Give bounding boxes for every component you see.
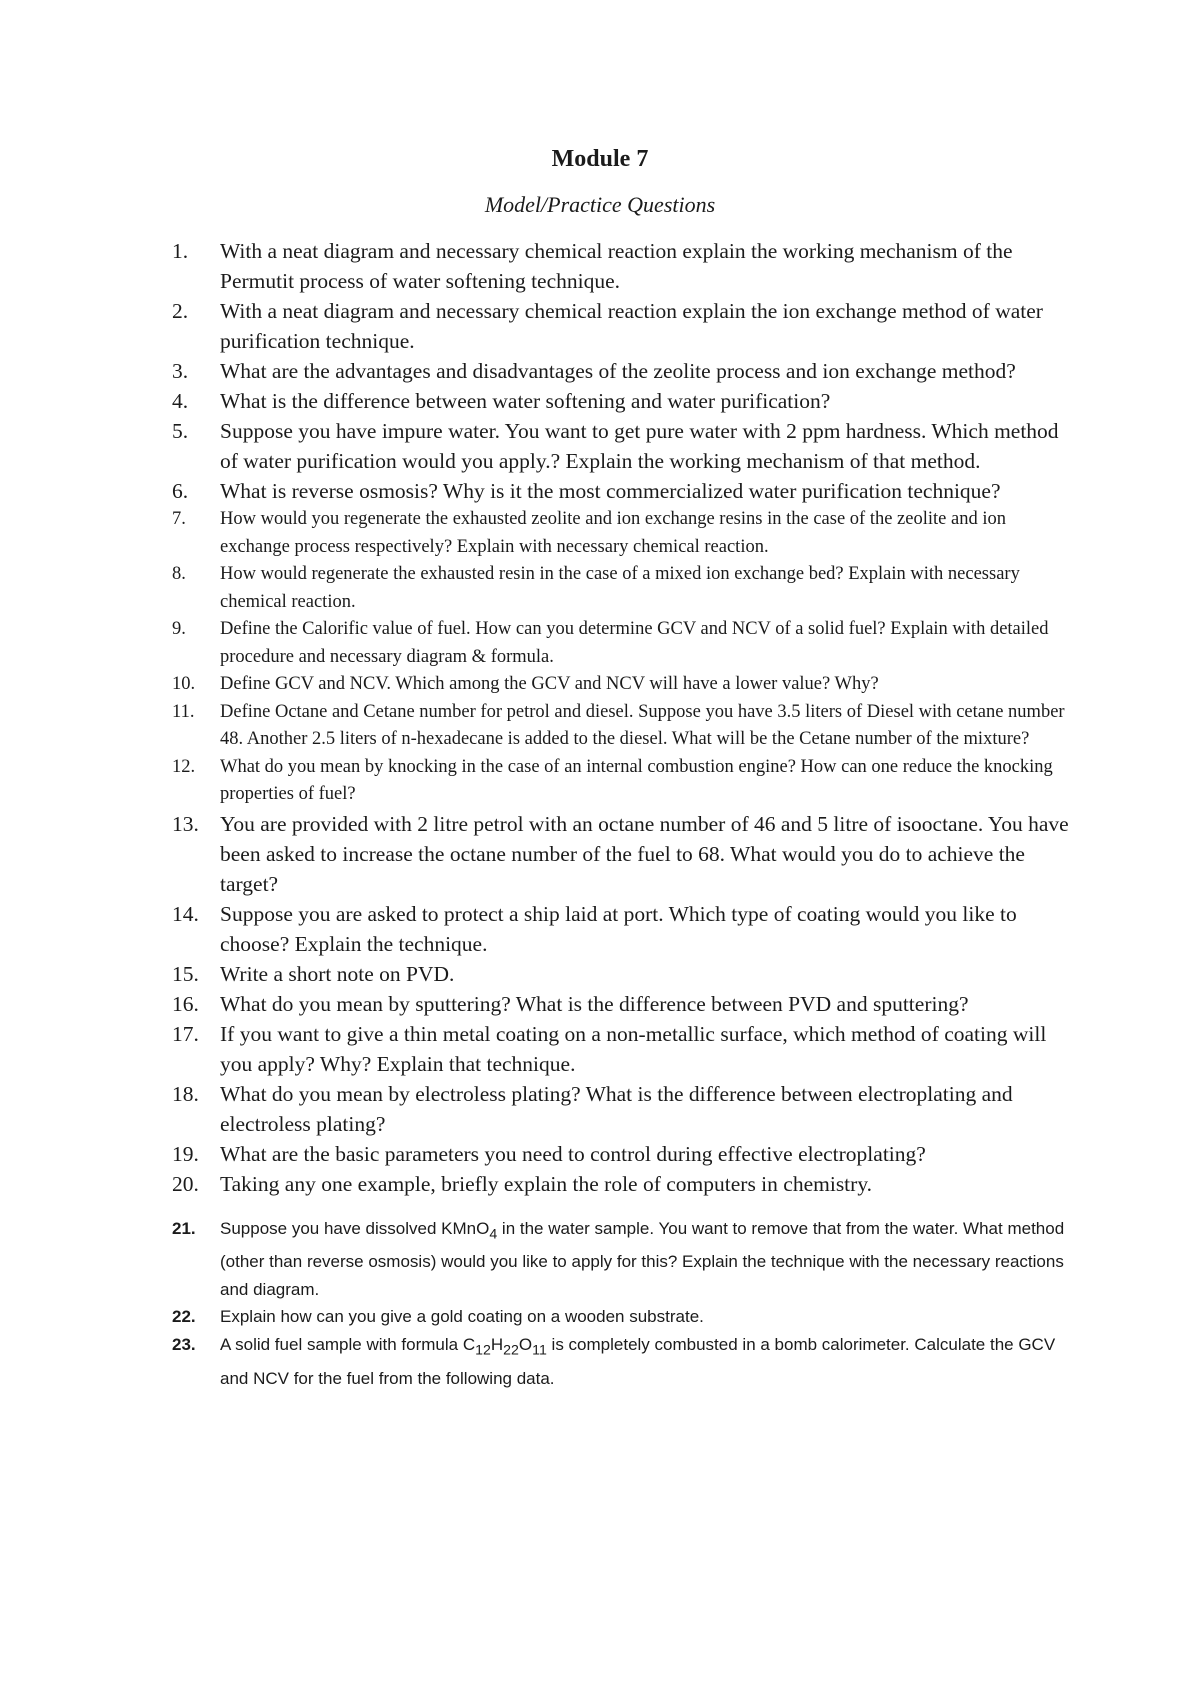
question-number: 13. xyxy=(172,811,199,836)
question-number: 21. xyxy=(172,1218,196,1238)
page-subtitle: Model/Practice Questions xyxy=(484,192,716,217)
question-item xyxy=(172,699,1072,754)
question-text: Write a short note on PVD. xyxy=(220,961,455,986)
question-number: 2. xyxy=(172,299,189,323)
question-item xyxy=(172,671,1072,699)
question-text: If you want to give a thin metal coating on a non-metallic surface, which method of coating will you apply? Why? Explain that technique. xyxy=(220,1021,1047,1076)
chemical-subscript: 11 xyxy=(532,1342,547,1359)
question-number: 17. xyxy=(172,1021,199,1046)
question-text: With a neat diagram and necessary chemical reaction explain the working mechanism of the Permutit process of water softening technique. xyxy=(220,239,1013,293)
question-item xyxy=(172,899,1072,959)
question-item xyxy=(172,1079,1072,1139)
question-item xyxy=(172,561,1072,616)
question-number: 19. xyxy=(172,1141,199,1166)
question-text: Define the Calorific value of fuel. How can you determine GCV and NCV of a solid fuel? Explain with detailed procedure and necessary diagram & formula. xyxy=(220,619,1049,667)
question-number: 12. xyxy=(172,756,196,777)
question-number: 10. xyxy=(172,674,196,694)
question-text: What do you mean by electroless plating? What is the difference between electroplating and electroless plating? xyxy=(220,1081,1013,1136)
question-text: Suppose you are asked to protect a ship laid at port. Which type of coating would you like to choose? Explain the technique. xyxy=(220,901,1017,956)
question-text-part: is completely combusted in a bomb calorimeter. Calculate the GCV and NCV for the fuel from the following data. xyxy=(220,1334,1056,1388)
question-item xyxy=(172,1303,1072,1331)
question-text-part: in the water sample. You want to remove that from the water. What method (other than reverse osmosis) would you like to apply for this? Explain the technique with the necessary reactions and diagram. xyxy=(220,1218,1065,1299)
question-number: 8. xyxy=(172,564,186,584)
chemical-subscript: 12 xyxy=(475,1342,491,1359)
question-text: Explain how can you give a gold coating on a wooden substrate. xyxy=(220,1307,704,1327)
question-item xyxy=(172,754,1072,809)
question-text: What do you mean by knocking in the case of an internal combustion engine? How can one reduce the knocking properties of fuel? xyxy=(220,756,1053,804)
question-item xyxy=(172,356,1072,386)
question-item xyxy=(172,296,1072,356)
question-number: 14. xyxy=(172,901,199,926)
question-item xyxy=(172,506,1072,561)
question-text xyxy=(220,1219,1064,1299)
question-number: 16. xyxy=(172,991,199,1016)
question-number: 6. xyxy=(172,479,189,503)
question-item xyxy=(172,959,1072,989)
question-text: What are the basic parameters you need to control during effective electroplating? xyxy=(220,1141,926,1166)
question-item xyxy=(172,416,1072,476)
question-number: 7. xyxy=(172,509,186,529)
chemical-subscript: 4 xyxy=(489,1225,498,1242)
question-text-part: A solid fuel sample with formula C xyxy=(220,1334,476,1354)
question-number: 5. xyxy=(172,419,189,443)
question-text-part: Suppose you have dissolved KMnO xyxy=(220,1218,490,1238)
question-item xyxy=(172,1139,1072,1169)
question-number: 11. xyxy=(172,701,195,722)
question-list xyxy=(172,236,1072,1392)
question-number: 4. xyxy=(172,389,189,413)
question-item xyxy=(172,236,1072,296)
question-item xyxy=(172,386,1072,416)
question-text: With a neat diagram and necessary chemical reaction explain the ion exchange method of water purification technique. xyxy=(220,299,1043,353)
question-text xyxy=(220,1335,1055,1388)
question-text: You are provided with 2 litre petrol with an octane number of 46 and 5 litre of isooctane. You have been asked to increase the octane number of the fuel to 68. What would you do to achieve the target? xyxy=(220,811,1069,896)
page-title: Module 7 xyxy=(551,146,649,172)
question-text: What is the difference between water softening and water purification? xyxy=(220,389,831,413)
question-item xyxy=(172,616,1072,671)
question-text: Taking any one example, briefly explain the role of computers in chemistry. xyxy=(220,1171,873,1196)
question-text: How would regenerate the exhausted resin in the case of a mixed ion exchange bed? Explain with necessary chemical reaction. xyxy=(220,564,1020,612)
question-number: 3. xyxy=(172,359,189,383)
question-item xyxy=(172,476,1072,506)
question-text: How would you regenerate the exhausted zeolite and ion exchange resins in the case of the zeolite and ion exchange process respectively? Explain with necessary chemical reaction. xyxy=(220,509,1006,557)
question-number: 15. xyxy=(172,961,199,986)
question-text: Define GCV and NCV. Which among the GCV and NCV will have a lower value? Why? xyxy=(220,674,879,694)
question-text: What do you mean by sputtering? What is the difference between PVD and sputtering? xyxy=(220,991,969,1016)
question-item xyxy=(172,809,1072,899)
question-text: What is reverse osmosis? Why is it the most commercialized water purification technique? xyxy=(220,479,1001,503)
question-number: 9. xyxy=(172,619,186,639)
question-item xyxy=(172,1019,1072,1079)
question-item xyxy=(172,1331,1072,1392)
chemical-subscript: 22 xyxy=(503,1342,519,1359)
question-number: 18. xyxy=(172,1081,199,1106)
question-text: Suppose you have impure water. You want to get pure water with 2 ppm hardness. Which method of water purification would you apply.? Explain the working mechanism of that method. xyxy=(220,419,1059,473)
question-item xyxy=(172,1169,1072,1199)
question-number: 20. xyxy=(172,1171,199,1196)
question-text: What are the advantages and disadvantages of the zeolite process and ion exchange method? xyxy=(220,359,1016,383)
question-text-part: H xyxy=(490,1334,504,1354)
question-number: 1. xyxy=(172,239,189,263)
question-number: 22. xyxy=(172,1307,196,1327)
question-text: Define Octane and Cetane number for petrol and diesel. Suppose you have 3.5 liters of Diesel with cetane number 48. Another 2.5 liters of n-hexadecane is added to the diesel. What will be the Cetane number of the mixture? xyxy=(220,701,1065,749)
question-text-part: O xyxy=(518,1334,533,1354)
question-item xyxy=(172,989,1072,1019)
question-item xyxy=(172,1215,1072,1304)
question-number: 23. xyxy=(172,1334,196,1354)
